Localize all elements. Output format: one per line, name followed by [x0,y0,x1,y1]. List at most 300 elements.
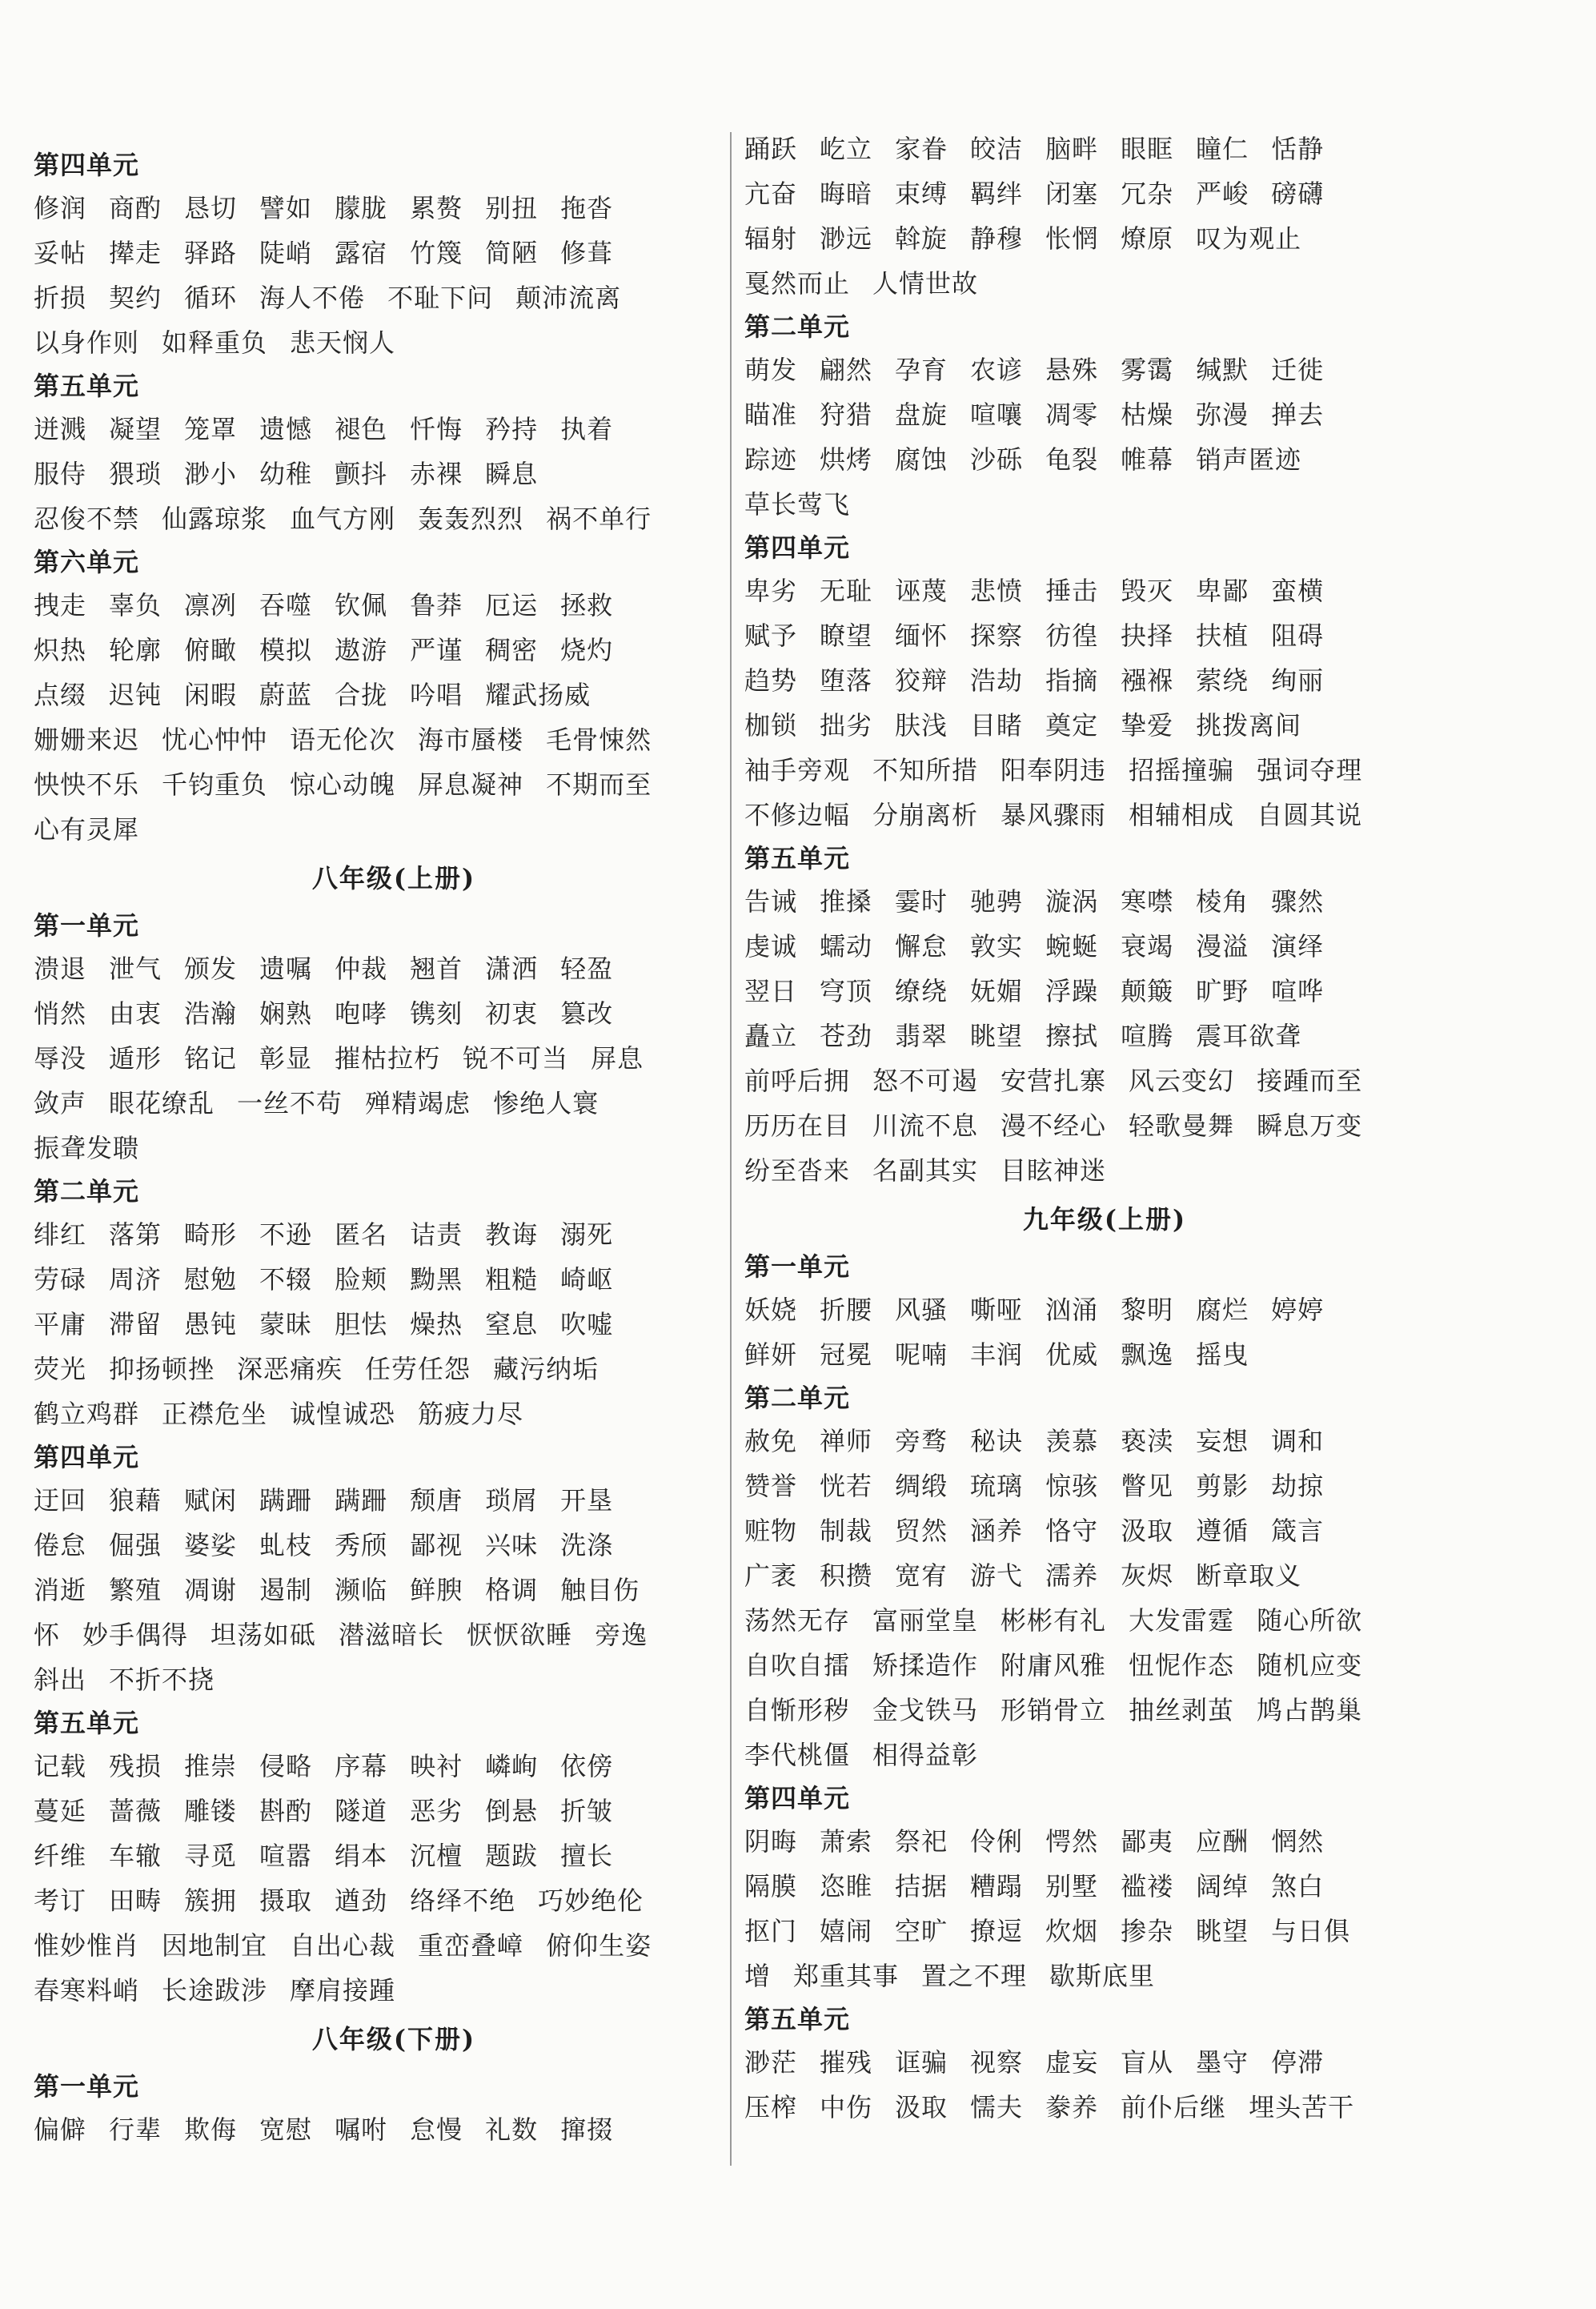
vocab-word: 家眷 [895,134,948,164]
vocab-word: 漫溢 [1196,931,1249,962]
unit-heading: 第五单元 [744,2004,851,2034]
vocab-word: 濡养 [1045,1560,1099,1591]
vocab-word: 瞳仁 [1196,134,1249,164]
vocab-word: 眼眶 [1121,134,1174,164]
vocab-word: 倒悬 [485,1796,539,1826]
vocab-word: 踪迹 [744,444,798,475]
column-divider [730,132,732,2166]
vocab-word: 虚妄 [1045,2047,1099,2078]
vocab-word: 阻碍 [1271,620,1325,651]
word-line [34,231,754,275]
vocab-word: 记载 [34,1751,87,1781]
vocab-word: 汲取 [1121,1516,1174,1546]
vocab-word: 燎原 [1121,223,1174,254]
vocab-word: 兴味 [485,1530,539,1560]
vocab-word: 鸠占鹊巢 [1257,1695,1363,1725]
vocab-word: 贸然 [895,1516,948,1546]
vocab-word: 妖娆 [744,1295,798,1325]
vocab-word: 妥帖 [34,238,87,268]
vocab-word: 翩然 [820,355,873,385]
vocab-word: 折腰 [820,1295,873,1325]
vocab-word: 正襟危坐 [162,1399,268,1429]
vocab-word: 旁骛 [895,1426,948,1456]
vocab-word: 撺掇 [560,2114,614,2145]
vocab-word: 擦拭 [1045,1021,1099,1051]
vocab-word: 蜿蜒 [1045,931,1099,962]
vocab-word: 拙劣 [820,710,873,741]
vocab-word: 迟钝 [109,680,162,710]
vocab-word: 契约 [109,283,162,313]
vocab-word: 压榨 [744,2092,798,2122]
vocab-word: 抠门 [744,1916,798,1946]
vocab-word: 人情世故 [872,268,979,299]
vocab-word: 褪色 [335,414,388,444]
vocab-word: 咆哮 [335,998,388,1029]
vocab-word: 田畴 [109,1885,162,1916]
vocab-word: 怅惘 [1045,223,1099,254]
vocab-word: 闲暇 [184,680,238,710]
vocab-word: 仙露琼浆 [162,504,268,534]
vocab-word: 丰润 [970,1339,1024,1370]
vocab-word: 晦暗 [820,179,873,209]
vocab-word: 消逝 [34,1575,87,1605]
vocab-word: 嶙峋 [485,1751,539,1781]
word-line [744,347,1465,392]
vocab-word: 钦佩 [335,590,388,620]
word-line [34,583,754,628]
vocab-word: 镌刻 [410,998,463,1029]
vocab-word: 绚丽 [1271,665,1325,696]
vocab-word: 漩涡 [1045,886,1099,917]
vocab-word: 历历在目 [744,1110,851,1141]
vocab-word: 风骚 [895,1295,948,1325]
word-line [34,2107,754,2152]
vocab-word: 鹤立鸡群 [34,1399,140,1429]
vocab-word: 以身作则 [34,327,140,358]
vocab-word: 怀 [34,1620,61,1650]
vocab-word: 礼数 [485,2114,539,2145]
vocab-word: 静穆 [970,223,1024,254]
vocab-word: 服侍 [34,459,87,489]
word-line [744,568,1465,613]
vocab-word: 羁绊 [970,179,1024,209]
vocab-word: 遵循 [1196,1516,1249,1546]
vocab-word: 瞬息万变 [1257,1110,1363,1141]
vocab-word: 凋谢 [184,1575,238,1605]
unit-heading: 第二单元 [34,1176,140,1207]
word-line [744,1287,1465,1332]
vocab-word: 盘旋 [895,400,948,430]
vocab-word: 接踵而至 [1257,1066,1363,1096]
word-line [744,1643,1465,1688]
vocab-word: 畸形 [184,1219,238,1250]
vocab-word: 草长莺飞 [744,489,851,520]
vocab-word: 分崩离析 [872,800,979,830]
vocab-word: 调和 [1271,1426,1325,1456]
vocab-word: 秘诀 [970,1426,1024,1456]
vocab-word: 藏污纳垢 [493,1354,600,1384]
vocab-word: 驰骋 [970,886,1024,917]
unit-heading: 第一单元 [744,1251,851,1282]
word-line [34,807,754,852]
vocab-word: 循环 [184,283,238,313]
word-line [744,1954,1465,1998]
vocab-word: 忍俊不禁 [34,504,140,534]
vocab-word: 翌日 [744,976,798,1006]
vocab-word: 序幕 [335,1751,388,1781]
vocab-word: 剪影 [1196,1471,1249,1501]
vocab-word: 恹恹欲睡 [467,1620,573,1650]
word-line [34,1081,754,1126]
vocab-word: 安营扎寨 [1001,1066,1107,1096]
vocab-word: 霎时 [895,886,948,917]
vocab-word: 颓唐 [410,1485,463,1516]
vocab-word: 胆怯 [335,1309,388,1339]
vocab-word: 恣睢 [820,1871,873,1901]
grade-heading: 八年级(上册) [311,863,476,893]
word-line [34,1789,754,1833]
vocab-word: 耀武扬威 [485,680,591,710]
vocab-word: 优威 [1045,1339,1099,1370]
vocab-word: 教诲 [485,1219,539,1250]
vocab-word: 遁形 [109,1043,162,1074]
vocab-word: 自圆其说 [1257,800,1363,830]
vocab-word: 绸缎 [895,1471,948,1501]
vocab-word: 鄙视 [410,1530,463,1560]
vocab-word: 厄运 [485,590,539,620]
vocab-word: 蹒跚 [259,1485,313,1516]
vocab-word: 矫揉造作 [872,1650,979,1681]
vocab-word: 蔚蓝 [259,680,313,710]
vocab-word: 严峻 [1196,179,1249,209]
vocab-word: 赤裸 [410,459,463,489]
vocab-word: 轻盈 [560,954,614,984]
vocab-word: 落第 [109,1219,162,1250]
vocab-word: 不逊 [259,1219,313,1250]
vocab-word: 考订 [34,1885,87,1916]
vocab-word: 初衷 [485,998,539,1029]
vocab-word: 笼罩 [184,414,238,444]
vocab-word: 空旷 [895,1916,948,1946]
unit-heading: 第五单元 [34,371,140,401]
vocab-word: 忸怩作态 [1129,1650,1235,1681]
unit-section [34,1436,754,1702]
vocab-word: 孕育 [895,355,948,385]
unit-heading: 第五单元 [744,843,851,873]
vocab-word: 袖手旁观 [744,755,851,785]
vocab-word: 拖沓 [560,193,614,223]
vocab-word: 妩媚 [970,976,1024,1006]
vocab-word: 旁逸 [595,1620,648,1650]
unit-heading: 第五单元 [34,1708,140,1738]
vocab-word: 鄙夷 [1121,1826,1174,1857]
vocab-word: 汹涌 [1045,1295,1099,1325]
vocab-word: 倔强 [109,1530,162,1560]
vocab-word: 强词夺理 [1257,755,1363,785]
vocab-word: 宽慰 [259,2114,313,2145]
vocab-word: 偏僻 [34,2114,87,2145]
vocab-word: 李代桃僵 [744,1740,851,1770]
vocab-word: 演绎 [1271,931,1325,962]
vocab-word: 铭记 [184,1043,238,1074]
vocab-word: 风云变幻 [1129,1066,1235,1096]
vocab-word: 伶俐 [970,1826,1024,1857]
vocab-word: 潇洒 [485,954,539,984]
vocab-word: 襁褓 [1121,665,1174,696]
vocab-word: 掺杂 [1121,1916,1174,1946]
vocab-word: 长途跋涉 [162,1975,268,2006]
vocab-word: 溺死 [560,1219,614,1250]
unit-section [34,1702,754,2013]
word-line [744,1014,1465,1058]
vocab-word: 惟妙惟肖 [34,1930,140,1961]
vocab-word: 嘱咐 [335,2114,388,2145]
vocab-word: 腐蚀 [895,444,948,475]
unit-heading: 第四单元 [34,1442,140,1472]
unit-heading: 第四单元 [34,150,140,180]
vocab-word: 严谨 [410,635,463,665]
vocab-word: 绢本 [335,1841,388,1871]
vocab-word: 宽宥 [895,1560,948,1591]
vocab-word: 穹顶 [820,976,873,1006]
vocab-word: 箴言 [1271,1516,1325,1546]
vocab-word: 冗杂 [1121,179,1174,209]
vocab-word: 烘烤 [820,444,873,475]
unit-heading: 第四单元 [744,532,851,563]
vocab-word: 不期而至 [546,769,652,800]
vocab-word: 踊跃 [744,134,798,164]
word-line [744,1688,1465,1733]
vocab-word: 肤浅 [895,710,948,741]
vocab-word: 怒不可遏 [872,1066,979,1096]
vocab-word: 不知所措 [872,755,979,785]
vocab-word: 驿路 [184,238,238,268]
word-line [744,748,1465,793]
vocab-word: 诬蔑 [895,576,948,606]
vocab-word: 吹嘘 [560,1309,614,1339]
vocab-word: 渺远 [820,223,873,254]
vocab-word: 相辅相成 [1129,800,1235,830]
vocab-word: 纷至沓来 [744,1155,851,1186]
word-line [744,126,1465,171]
word-line [744,171,1465,216]
vocab-word: 敛声 [34,1088,87,1118]
vocab-word: 忏悔 [410,414,463,444]
vocab-word: 簇拥 [184,1885,238,1916]
unit-heading: 第六单元 [34,547,140,577]
vocab-word: 诓骗 [895,2047,948,2078]
vocab-word: 溃退 [34,954,87,984]
vocab-word: 欺侮 [184,2114,238,2145]
vocab-word: 斡旋 [895,223,948,254]
vocab-word: 摩肩接踵 [290,1975,396,2006]
unit-section [34,905,754,1171]
vocab-word: 执着 [560,414,614,444]
vocab-word: 俯瞰 [184,635,238,665]
vocab-word: 滞留 [109,1309,162,1339]
word-line [34,1478,754,1523]
vocab-word: 瞬息 [485,459,539,489]
vocab-word: 擅长 [560,1841,614,1871]
word-line [34,1347,754,1391]
word-line [744,1103,1465,1148]
vocab-word: 赋予 [744,620,798,651]
vocab-word: 轰轰烈烈 [418,504,524,534]
vocab-word: 摧枯拉朽 [335,1043,441,1074]
vocab-word: 自吹自擂 [744,1650,851,1681]
vocab-word: 与日俱 [1271,1916,1351,1946]
vocab-word: 周济 [109,1264,162,1295]
vocab-word: 洗涤 [560,1530,614,1560]
vocab-word: 篡改 [560,998,614,1029]
word-line [34,1212,754,1257]
vocab-word: 名副其实 [872,1155,979,1186]
vocab-word: 蔷薇 [109,1796,162,1826]
vocab-word: 弥漫 [1196,400,1249,430]
vocab-word: 婷婷 [1271,1295,1325,1325]
vocab-word: 农谚 [970,355,1024,385]
vocab-word: 因地制宜 [162,1930,268,1961]
vocab-word: 狡辩 [895,665,948,696]
vocab-word: 姗姗来迟 [34,725,140,755]
vocab-word: 苍劲 [820,1021,873,1051]
vocab-word: 缄默 [1196,355,1249,385]
vocab-word: 点缀 [34,680,87,710]
vocab-word: 眺望 [970,1021,1024,1051]
vocab-word: 增 [744,1961,772,1991]
vocab-word: 折皱 [560,1796,614,1826]
vocab-word: 千钧重负 [162,769,268,800]
vocab-word: 自惭形秽 [744,1695,851,1725]
unit-section [744,126,1465,306]
word-line [744,1598,1465,1643]
word-line [744,613,1465,658]
vocab-word: 锐不可当 [463,1043,569,1074]
vocab-word: 自出心裁 [290,1930,396,1961]
word-line [34,762,754,807]
vocab-word: 置之不理 [921,1961,1028,1991]
word-line [744,1332,1465,1377]
word-line [34,407,754,452]
vocab-word: 辱没 [34,1043,87,1074]
vocab-word: 眼花缭乱 [109,1088,215,1118]
word-line [744,1864,1465,1909]
vocab-word: 豢养 [1045,2092,1099,2122]
vocab-word: 炽热 [34,635,87,665]
left-column [34,144,754,2152]
vocab-word: 蒙昧 [259,1309,313,1339]
word-line [744,437,1465,482]
vocab-word: 摇曳 [1196,1339,1249,1370]
vocab-word: 矜持 [485,414,539,444]
vocab-word: 目睹 [970,710,1024,741]
vocab-word: 俯仰生姿 [546,1930,652,1961]
vocab-word: 悲天悯人 [290,327,396,358]
vocab-word: 彬彬有礼 [1001,1605,1107,1636]
word-line [744,1058,1465,1103]
vocab-word: 毁灭 [1121,576,1174,606]
vocab-word: 喧嚷 [970,400,1024,430]
word-line [744,261,1465,306]
vocab-word: 妄想 [1196,1426,1249,1456]
unit-section [744,1377,1465,1777]
word-line [744,1148,1465,1193]
vocab-word: 恶劣 [410,1796,463,1826]
vocab-word: 坦荡如砥 [211,1620,317,1650]
vocab-word: 煞白 [1271,1871,1325,1901]
vocab-word: 扶植 [1196,620,1249,651]
unit-section [34,2066,754,2152]
vocab-word: 隔膜 [744,1871,798,1901]
vocab-word: 闭塞 [1045,179,1099,209]
vocab-word: 鲜腴 [410,1575,463,1605]
vocab-word: 衰竭 [1121,931,1174,962]
vocab-word: 悲愤 [970,576,1024,606]
vocab-word: 停滞 [1271,2047,1325,2078]
vocab-word: 修葺 [560,238,614,268]
word-line [34,275,754,320]
vocab-word: 题跋 [485,1841,539,1871]
vocab-word: 殚精竭虑 [365,1088,471,1118]
vocab-word: 彷徨 [1045,620,1099,651]
vocab-word: 妙手偶得 [82,1620,189,1650]
word-line [34,1657,754,1702]
vocab-word: 婆娑 [184,1530,238,1560]
vocab-word: 由衷 [109,998,162,1029]
vocab-word: 恪守 [1045,1516,1099,1546]
word-line [744,1909,1465,1954]
vocab-word: 灰烬 [1121,1560,1174,1591]
word-line [744,1419,1465,1464]
vocab-word: 行辈 [109,2114,162,2145]
vocab-word: 濒临 [335,1575,388,1605]
vocab-word: 赋闲 [184,1485,238,1516]
vocab-word: 累赘 [410,193,463,223]
vocab-word: 慰勉 [184,1264,238,1295]
vocab-word: 猥琐 [109,459,162,489]
vocab-word: 狩猎 [820,400,873,430]
vocab-word: 漫不经心 [1001,1110,1107,1141]
vocab-word: 萧索 [820,1826,873,1857]
vocab-word: 蠕动 [820,931,873,962]
vocab-word: 开垦 [560,1485,614,1516]
vocab-word: 呢喃 [895,1339,948,1370]
vocab-word: 秀颀 [335,1530,388,1560]
vocab-word: 惊骇 [1045,1471,1099,1501]
vocab-word: 随心所欲 [1257,1605,1363,1636]
vocab-word: 蔓延 [34,1796,87,1826]
vocab-word: 合拢 [335,680,388,710]
vocab-word: 荧光 [34,1354,87,1384]
vocab-word: 简陋 [485,238,539,268]
vocab-word: 缭绕 [895,976,948,1006]
vocab-word: 狼藉 [109,1485,162,1516]
vocab-word: 悬殊 [1045,355,1099,385]
unit-section [744,837,1465,1193]
vocab-word: 深恶痛疾 [237,1354,343,1384]
vocab-word: 摧残 [820,2047,873,2078]
vocab-word: 彰显 [259,1043,313,1074]
vocab-word: 鲜妍 [744,1339,798,1370]
vocab-word: 冠冕 [820,1339,873,1370]
vocab-word: 劳碌 [34,1264,87,1295]
vocab-word: 怠慢 [410,2114,463,2145]
word-line [34,991,754,1036]
vocab-word: 迂回 [34,1485,87,1516]
vocab-word: 别墅 [1045,1871,1099,1901]
word-line [34,496,754,541]
vocab-word: 矗立 [744,1021,798,1051]
